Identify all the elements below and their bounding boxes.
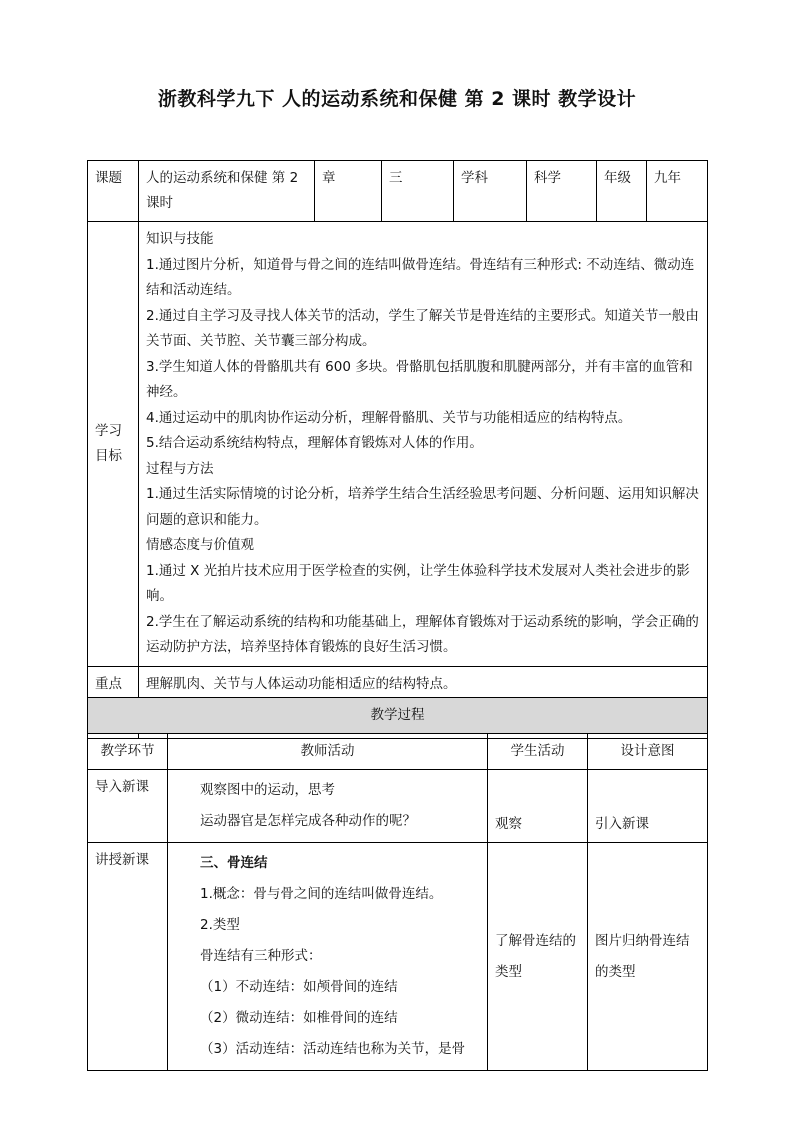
objective-line: 3.学生知道人体的骨骼肌共有 600 多块。骨骼肌包括肌腹和肌腱两部分，并有丰富的血管和神经。 — [146, 358, 693, 400]
objective-line: 5.结合运动系统结构特点，理解体育锻炼对人体的作用。 — [146, 435, 483, 451]
xueke-label: 学科 — [454, 161, 527, 222]
key-point-value: 理解肌肉、关节与人体运动功能相适应的结构特点。 — [139, 666, 708, 702]
column-header: 学生活动 — [488, 734, 588, 770]
zhang-label: 章 — [315, 161, 382, 222]
teacher-line: （1）不动连结：如颅骨间的连结 — [200, 979, 398, 995]
process-header-row — [88, 698, 708, 734]
objectives-row — [88, 222, 708, 667]
lesson-info-table — [87, 160, 708, 739]
column-header-row — [88, 734, 708, 770]
column-header: 教学环节 — [88, 734, 168, 770]
objectives-content — [139, 222, 708, 667]
table-row — [88, 843, 708, 1071]
lesson-meta-row — [88, 161, 708, 222]
objective-line: 2.通过自主学习及寻找人体关节的活动，学生了解关节是骨连结的主要形式。知道关节一般由关节面、关节腔、关节囊三部分构成。 — [146, 307, 699, 349]
student-activity-cell: 了解骨连结的类型 — [488, 843, 588, 1071]
teaching-process-table — [87, 697, 708, 1071]
objective-line: 情感态度与价值观 — [146, 537, 254, 553]
stage-cell: 导入新课 — [88, 770, 168, 843]
objective-line: 过程与方法 — [146, 460, 214, 477]
column-header: 设计意图 — [588, 734, 708, 770]
zhang-value: 三 — [382, 161, 454, 222]
design-intent-cell: 图片归纳骨连结的类型 — [588, 843, 708, 1071]
objective-line: 2.学生在了解运动系统的结构和功能基础上，理解体育锻炼对于运动系统的影响，学会正确的运动防护方法，培养坚持体育锻炼的良好生活习惯。 — [146, 613, 699, 655]
page-title: 浙教科学九下 人的运动系统和保健 第 2 课时 教学设计 — [157, 88, 637, 110]
teacher-line: 1.概念：骨与骨之间的连结叫做骨连结。 — [200, 886, 443, 902]
xueke-value: 科学 — [527, 161, 597, 222]
nianji-label: 年级 — [597, 161, 647, 222]
objective-line: 1.通过图片分析，知道骨与骨之间的连结叫做骨连结。骨连结有三种形式: 不动连结、微动连结和活动连结。 — [146, 256, 695, 298]
student-activity-cell: 观察 — [488, 770, 588, 843]
teacher-line: （3）活动连结：活动连结也称为关节，是骨 — [200, 1041, 466, 1057]
objectives-label: 学习目标 — [88, 222, 139, 667]
key-point-label: 重点 — [88, 666, 139, 702]
teacher-line: 2.类型 — [200, 917, 240, 933]
teacher-line: 骨连结有三种形式： — [200, 948, 322, 964]
nianji-value: 九年 — [647, 161, 708, 222]
objective-line: 知识与技能 — [146, 231, 214, 247]
objective-line: 1.通过生活实际情境的讨论分析，培养学生结合生活经验思考问题、分析问题、运用知识解决问题的意识和能力。 — [146, 486, 699, 528]
objective-line: 4.通过运动中的肌肉协作运动分析，理解骨骼肌、关节与功能相适应的结构特点。 — [146, 409, 632, 426]
teacher-line: 运动器官是怎样完成各种动作的呢？ — [200, 813, 416, 829]
teacher-line: （2）微动连结：如椎骨间的连结 — [200, 1010, 398, 1026]
teacher-activity-cell — [168, 843, 488, 1071]
keti-value: 人的运动系统和保健 第 2 课时 — [139, 161, 315, 222]
table-row — [88, 770, 708, 843]
stage-cell: 讲授新课 — [88, 843, 168, 1071]
process-header: 教学过程 — [88, 698, 708, 734]
column-header: 教师活动 — [168, 734, 488, 770]
teacher-heading: 三、骨连结 — [200, 855, 268, 871]
keti-label: 课题 — [88, 161, 139, 222]
teacher-line: 观察图中的运动，思考 — [200, 782, 335, 798]
objective-line: 1.通过 X 光拍片技术应用于医学检查的实例，让学生体验科学技术发展对人类社会进步的影响。 — [146, 562, 690, 604]
design-intent-cell: 引入新课 — [588, 770, 708, 843]
teacher-activity-cell — [168, 770, 488, 843]
